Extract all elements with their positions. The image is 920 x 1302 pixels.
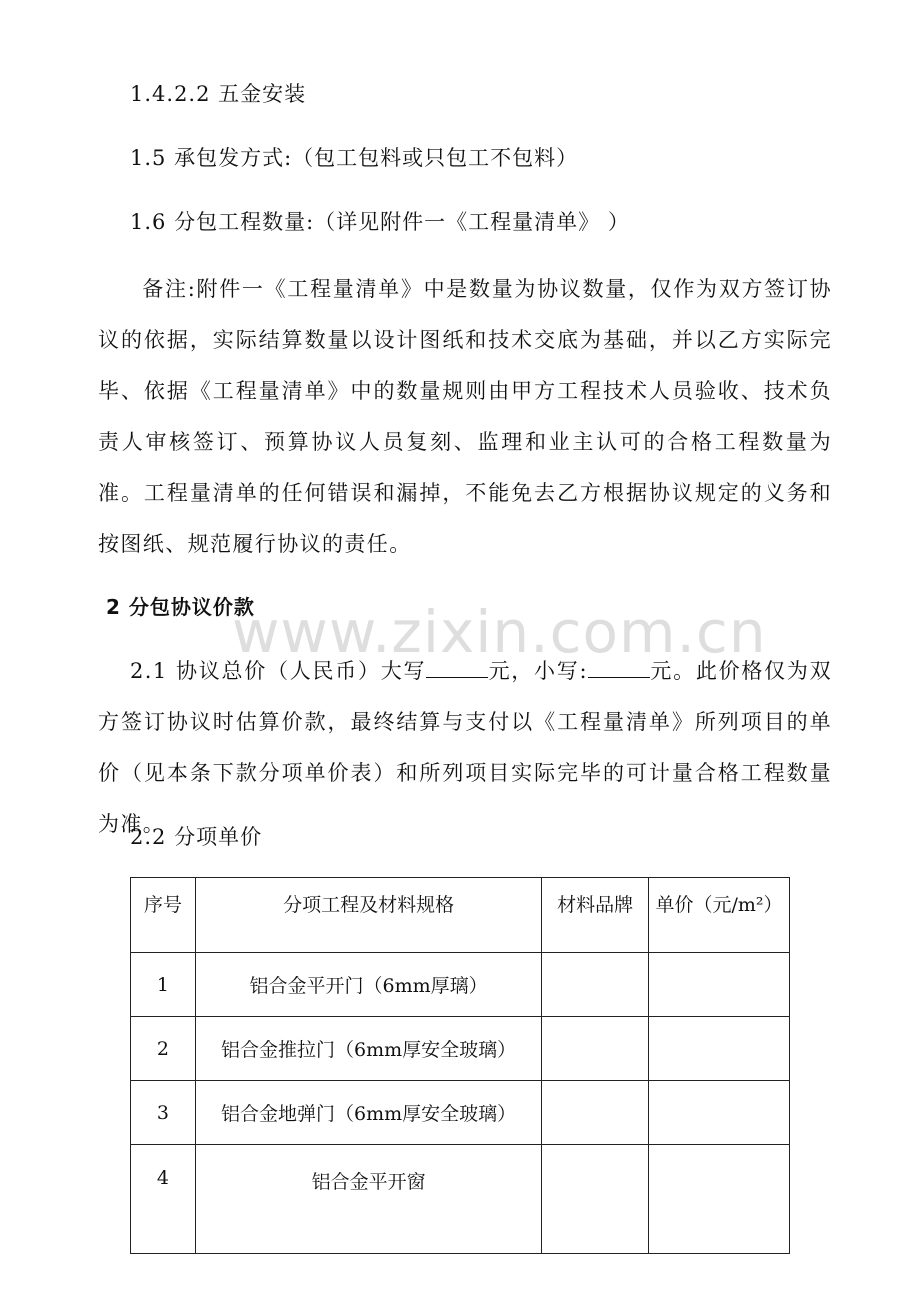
remark-text: 备注:附件一《工程量清单》中是数量为协议数量，仅作为双方签订协议的依据，实际结算数量以设计图纸和技术交底为基础，并以乙方实际完毕、依据《工程量清单》中的数量规则由甲方工程技术人员验收、技术负责人审核签订、预算协议人员复刻、监理和业主认可的合格工程数量为准。工程量清单的任何错误和漏掉，不能免去乙方根据协议规定的义务和按图纸、规范履行协议的责任。 <box>98 277 832 556</box>
table-row <box>131 1145 790 1254</box>
clause-2-1-paragraph <box>98 646 832 850</box>
amount-words-blank <box>426 657 488 678</box>
row-no: 4 <box>131 1145 196 1254</box>
row-brand <box>542 1145 649 1254</box>
row-brand <box>542 1017 649 1081</box>
row-no: 3 <box>131 1081 196 1145</box>
clause-2-1-rest: 元。此价格仅为双方签订协议时估算价款，最终结算与支付以《工程量清单》所列项目的单价（见本条下款分项单价表）和所列项目实际完毕的可计量合格工程数量为准。 <box>98 659 832 836</box>
header-brand: 材料品牌 <box>542 878 649 953</box>
row-brand <box>542 953 649 1017</box>
row-item: 铝合金平开窗 <box>195 1145 541 1254</box>
section-2-heading: 2 分包协议价款 <box>106 595 255 619</box>
row-price <box>649 953 790 1017</box>
row-no: 1 <box>131 953 196 1017</box>
header-no: 序号 <box>131 878 196 953</box>
amount-figures-blank <box>588 657 650 678</box>
row-item: 铝合金地弹门（6mm厚安全玻璃） <box>195 1081 541 1145</box>
row-no: 2 <box>131 1017 196 1081</box>
clause-2-2: 2.2 分项单价 <box>130 825 263 849</box>
clause-1-4-2-2: 1.4.2.2 五金安装 <box>130 82 307 106</box>
clause-2-1-yuan: 元，小写: <box>488 659 589 683</box>
row-price <box>649 1017 790 1081</box>
remark-paragraph <box>98 264 832 570</box>
clause-1-5: 1.5 承包发方式:（包工包料或只包工不包料） <box>130 146 579 170</box>
row-item: 铝合金平开门（6mm厚璃） <box>195 953 541 1017</box>
header-item: 分项工程及材料规格 <box>195 878 541 953</box>
table-header-row <box>131 878 790 953</box>
clause-2-1-prefix: 2.1 协议总价（人民币）大写 <box>130 659 427 683</box>
clause-1-6: 1.6 分包工程数量:（详见附件一《工程量清单》 ） <box>130 210 630 234</box>
row-price <box>649 1145 790 1254</box>
row-item: 铝合金推拉门（6mm厚安全玻璃） <box>195 1017 541 1081</box>
table-row <box>131 953 790 1017</box>
table-row <box>131 1017 790 1081</box>
watermark: www.zixin.com.cn <box>232 598 767 666</box>
row-price <box>649 1081 790 1145</box>
header-price: 单价（元/m²） <box>649 878 790 953</box>
row-brand <box>542 1081 649 1145</box>
unit-price-table <box>130 877 790 1254</box>
table-row <box>131 1081 790 1145</box>
